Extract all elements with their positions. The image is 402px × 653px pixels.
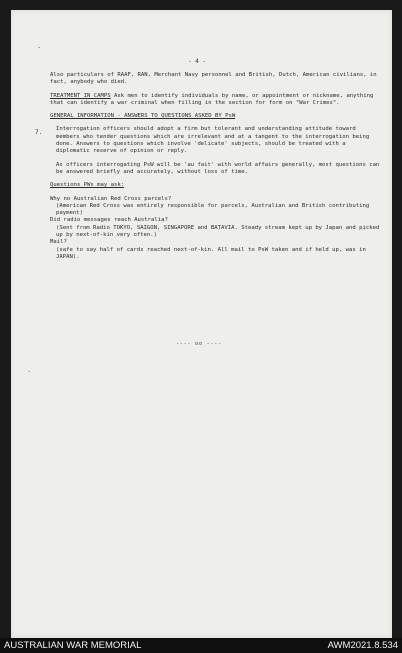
answer-red-cross: (American Red Cross was entirely responsible for parcels, Australian and British contributing payment)	[56, 202, 370, 217]
question-radio: Did radio messages reach Australia?	[50, 217, 168, 224]
page-number: - 4 -	[188, 58, 207, 65]
questions-heading: Questions PWs may ask:	[50, 182, 125, 189]
question-mail: Mail?	[50, 239, 67, 246]
end-separator: ---- oo ----	[176, 341, 222, 347]
paragraph-treatment	[50, 93, 380, 108]
treatment-text: Ask men to identify individuals by name, or appointment or nickname, anything that can identify a war criminal when filling in the section for form on "War Crimes".	[50, 92, 374, 106]
section-heading: GENERAL INFORMATION - ANSWERS TO QUESTIONS ASKED BY PsW	[50, 113, 236, 120]
footer-source: AUSTRALIAN WAR MEMORIAL	[4, 640, 142, 651]
section-number: 7.	[35, 129, 43, 136]
treatment-heading: TREATMENT IN CAMPS	[50, 92, 111, 99]
paragraph-particulars: Also particulars of RAAF, RAN, Merchant Navy personnel and British, Dutch, American civilians, in fact, anybody who died.	[50, 72, 377, 86]
footer-accession: AWM2021.8.534	[327, 640, 398, 651]
punch-mark: ·	[37, 44, 42, 52]
paragraph-au-fait: As officers interrogating PsW will be 'au fait' with world affairs generally, most questions can be answered briefly and accurately, without loss of time.	[56, 161, 380, 175]
paragraph-interrogation: Interrogation officers should adopt a firm but tolerant and understanding attitude toward members who tender questions which are irrelevant and at a tangent to the interrogation being done. Answers to questions which involve 'delicate' subjects, should be treated with a diplomatic reserve of opinion or reply.	[56, 126, 370, 155]
answer-mail: (safe to say half of cards reached next-of-kin. All mail to PsW taken and if held up, was in JAPAN).	[56, 246, 366, 260]
answer-radio: (Sent from Radio TOKYO, SAIGON, SINGAPORE and BATAVIA. Steady stream kept up by Japan and picked up by next-of-kin very often.)	[56, 224, 380, 239]
footer-bar	[0, 638, 402, 653]
punch-mark: ·	[27, 368, 32, 376]
question-red-cross: Why no Australian Red Cross parcels?	[50, 195, 172, 202]
document-body	[50, 56, 380, 261]
